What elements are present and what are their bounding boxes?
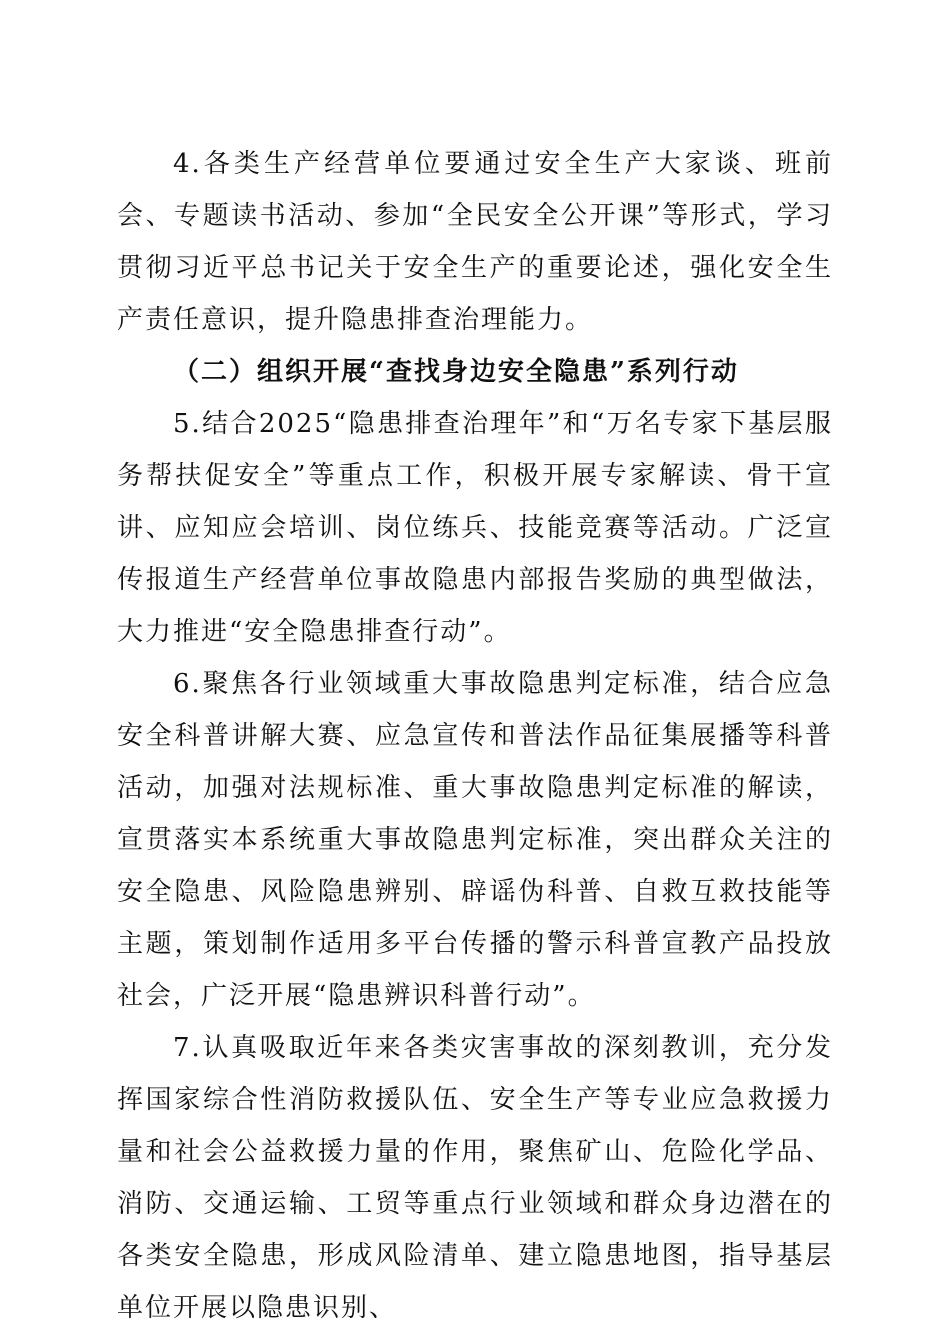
paragraph-item-4: 4.各类生产经营单位要通过安全生产大家谈、班前会、专题读书活动、参加“全民安全公开课”等形式，学习贯彻习近平总书记关于安全生产的重要论述，强化安全生产责任意识，提升隐患排查治理能力。 <box>117 149 833 335</box>
paragraph-item-6: 6.聚焦各行业领域重大事故隐患判定标准，结合应急安全科普讲解大赛、应急宣传和普法作品征集展播等科普活动，加强对法规标准、重大事故隐患判定标准的解读，宣贯落实本系统重大事故隐患判定标准，突出群众关注的安全隐患、风险隐患辨别、辟谣伪科普、自救互救技能等主题，策划制作适用多平台传播的警示科普宣教产品投放社会，广泛开展“隐患辨识科普行动”。 <box>117 669 833 1011</box>
section-heading-2: （二）组织开展“查找身边安全隐患”系列行动 <box>173 357 739 387</box>
paragraph-item-7: 7.认真吸取近年来各类灾害事故的深刻教训，充分发挥国家综合性消防救援队伍、安全生产等专业应急救援力量和社会公益救援力量的作用，聚焦矿山、危险化学品、消防、交通运输、工贸等重点行业领域和群众身边潜在的各类安全隐患，形成风险清单、建立隐患地图，指导基层单位开展以隐患识别、 <box>117 1033 833 1323</box>
document-page <box>117 138 833 1334</box>
paragraph-item-5: 5.结合2025“隐患排查治理年”和“万名专家下基层服务帮扶促安全”等重点工作，积极开展专家解读、骨干宣讲、应知应会培训、岗位练兵、技能竞赛等活动。广泛宣传报道生产经营单位事故隐患内部报告奖励的典型做法，大力推进“安全隐患排查行动”。 <box>117 409 833 647</box>
